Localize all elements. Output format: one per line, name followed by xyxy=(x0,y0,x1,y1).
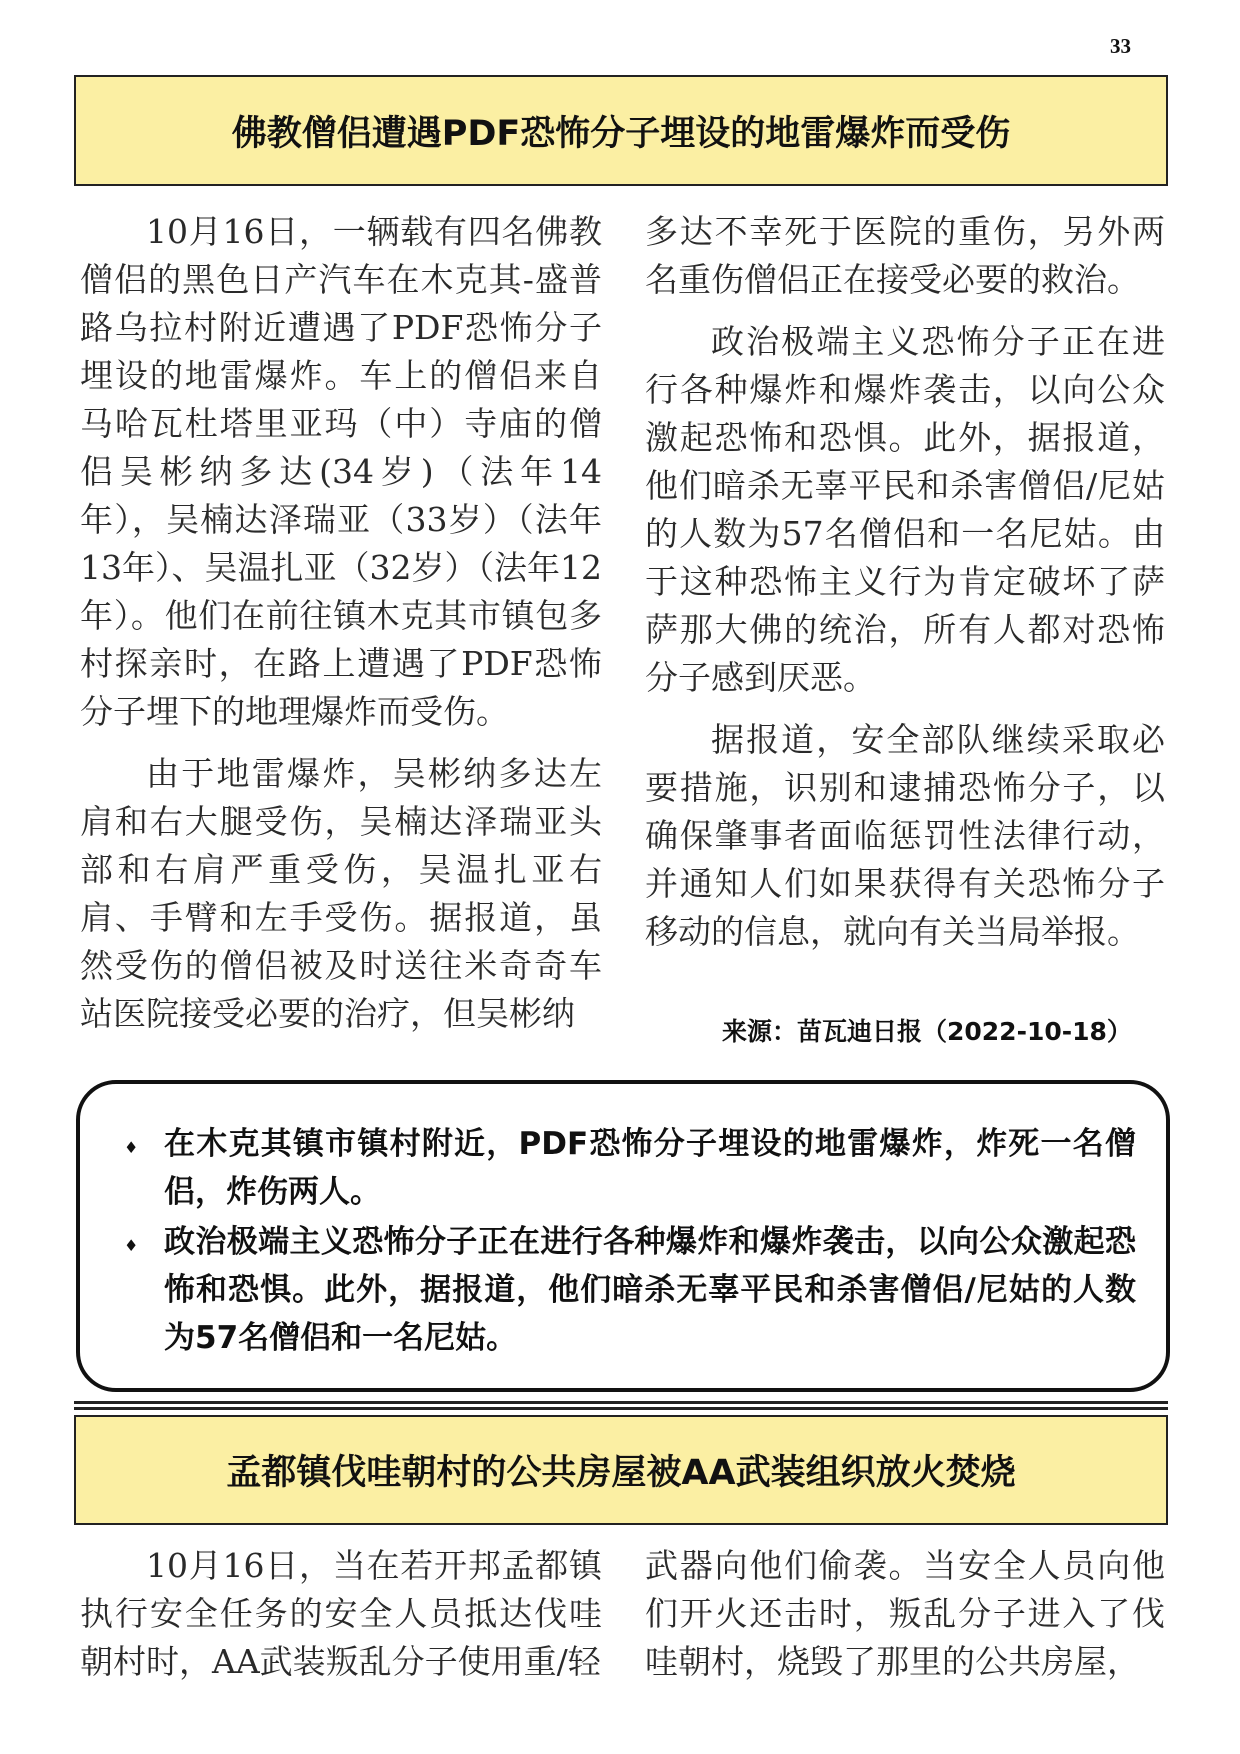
section-divider xyxy=(74,1401,1168,1404)
article-right-column xyxy=(645,1542,1165,1700)
article-left-column xyxy=(80,1542,602,1700)
page-number: 33 xyxy=(1110,34,1131,58)
summary-box xyxy=(76,1080,1170,1392)
article-paragraph: 10月16日，当在若开邦孟都镇执行安全任务的安全人员抵达伐哇朝村时，AA武装叛乱分子使用重/轻 xyxy=(80,1546,602,1681)
article-paragraph: 政治极端主义恐怖分子正在进行各种爆炸和爆炸袭击，以向公众激起恐怖和恐惧。此外，据报道，他们暗杀无辜平民和杀害僧侣/尼姑的人数为57名僧侣和一名尼姑。由于这种恐怖主义行为肯定破坏了萨萨那大佛的统治，所有人都对恐怖分子感到厌恶。 xyxy=(645,322,1165,697)
article-source: 来源：苗瓦迪日报（2022-10-18） xyxy=(722,1017,1132,1046)
article-paragraph: 10月16日，一辆载有四名佛教僧侣的黑色日产汽车在木克其-盛普路乌拉村附近遭遇了PDF恐怖分子埋设的地雷爆炸。车上的僧侣来自马哈瓦杜塔里亚玛（中）寺庙的僧侣吴彬纳多达(34岁)（法年14年），吴楠达泽瑞亚（33岁）（法年13年）、吴温扎亚（32岁）（法年12年）。他们在前往镇木克其市镇包多村探亲时，在路上遭遇了PDF恐怖分子埋下的地理爆炸而受伤。 xyxy=(80,212,602,731)
article-right-column xyxy=(645,208,1165,970)
article-paragraph: 据报道，安全部队继续采取必要措施，识别和逮捕恐怖分子，以确保肇事者面临惩罚性法律行动，并通知人们如果获得有关恐怖分子移动的信息，就向有关当局举报。 xyxy=(645,720,1165,951)
article-title: 孟都镇伐哇朝村的公共房屋被AA武装组织放火焚烧 xyxy=(74,1415,1168,1525)
article-left-column xyxy=(80,208,602,1052)
article-title: 佛教僧侣遭遇PDF恐怖分子埋设的地雷爆炸而受伤 xyxy=(74,75,1168,186)
summary-text: 政治极端主义恐怖分子正在进行各种爆炸和爆炸袭击，以向公众激起恐怖和恐惧。此外，据报道，他们暗杀无辜平民和杀害僧侣/尼姑的人数为57名僧侣和一名尼姑。 xyxy=(164,1224,1136,1356)
article-paragraph-continued: 多达不幸死于医院的重伤，另外两名重伤僧侣正在接受必要的救治。 xyxy=(645,212,1165,299)
summary-item xyxy=(124,1218,1136,1362)
article-paragraph: 由于地雷爆炸，吴彬纳多达左肩和右大腿受伤，吴楠达泽瑞亚头部和右肩严重受伤，吴温扎亚右肩、手臂和左手受伤。据报道，虽然受伤的僧侣被及时送往米奇奇车站医院接受必要的治疗，但吴彬纳 xyxy=(80,754,602,1033)
diamond-bullet-icon: ♦ xyxy=(124,1236,139,1255)
diamond-bullet-icon: ♦ xyxy=(124,1138,139,1157)
summary-text: 在木克其镇市镇村附近，PDF恐怖分子埋设的地雷爆炸，炸死一名僧侣，炸伤两人。 xyxy=(164,1126,1136,1210)
summary-item xyxy=(124,1120,1136,1216)
article-paragraph-continued: 武器向他们偷袭。当安全人员向他们开火还击时，叛乱分子进入了伐哇朝村，烧毁了那里的公共房屋， xyxy=(645,1546,1165,1681)
